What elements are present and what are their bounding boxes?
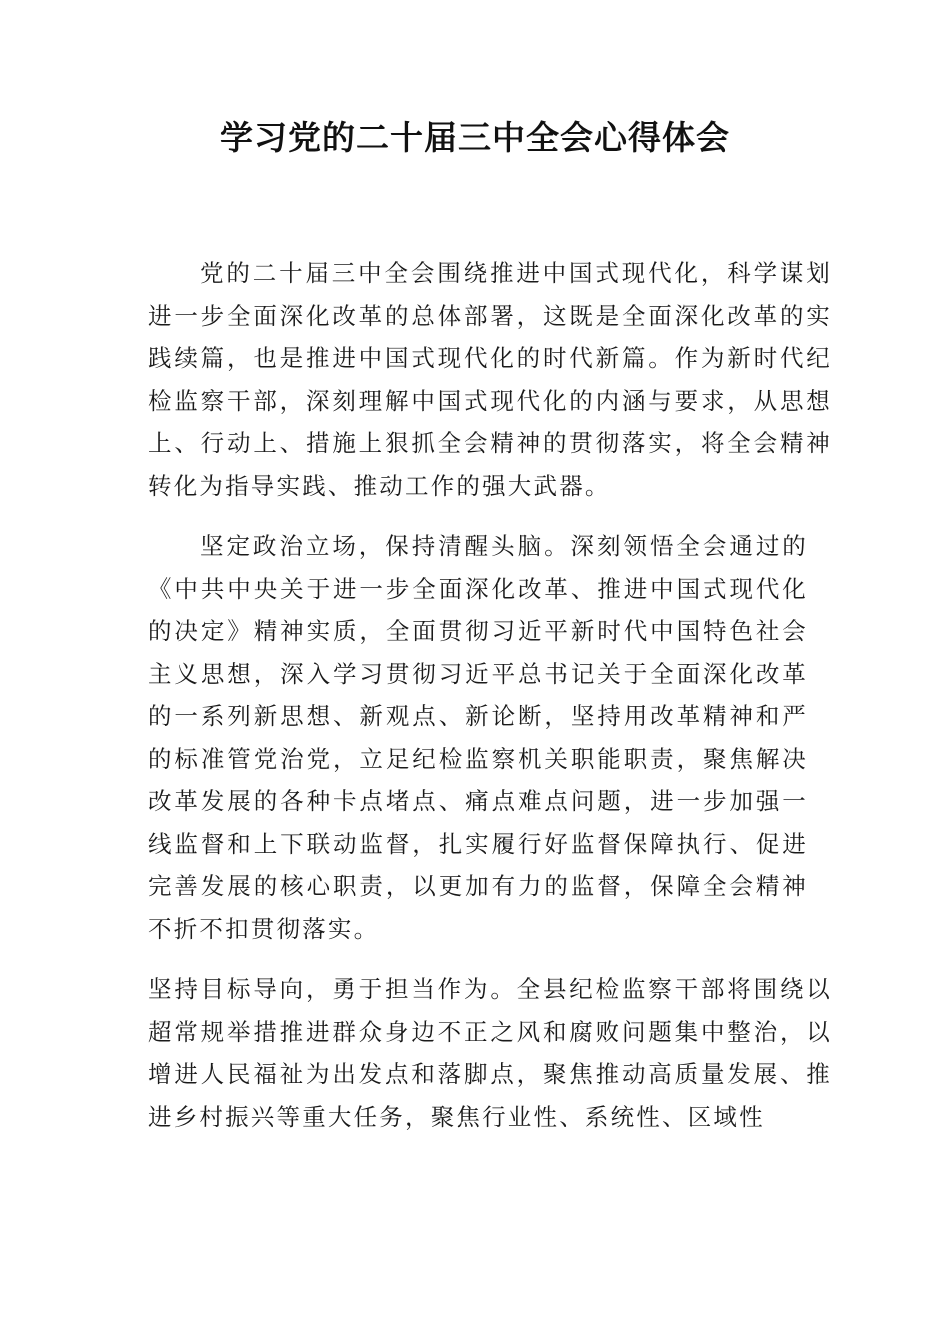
document-title: 学习党的二十届三中全会心得体会 [220, 118, 730, 157]
paragraph-intro: 党的二十届三中全会围绕推进中国式现代化，科学谋划进一步全面深化改革的总体部署，这既是全面深化改革的实践续篇，也是推进中国式现代化的时代新篇。作为新时代纪检监察干部，深刻理解中国式现代化的内涵与要求，从思想上、行动上、措施上狠抓全会精神的贯彻落实，将全会精神转化为指导实践、推动工作的强大武器。 [148, 259, 832, 500]
paragraph-political-stance: 坚定政治立场，保持清醒头脑。深刻领悟全会通过的《中共中央关于进一步全面深化改革、推进中国式现代化的决定》精神实质，全面贯彻习近平新时代中国特色社会主义思想，深入学习贯彻习近平总书记关于全面深化改革的一系列新思想、新观点、新论断，坚持用改革精神和严的标准管党治党，立足纪检监察机关职能职责，聚焦解决改革发展的各种卡点堵点、痛点难点问题，进一步加强一线监督和上下联动监督，扎实履行好监督保障执行、促进完善发展的核心职责，以更加有力的监督，保障全会精神不折不扣贯彻落实。 [148, 532, 808, 943]
paragraph-goal-orientation: 坚持目标导向，勇于担当作为。全县纪检监察干部将围绕以超常规举措推进群众身边不正之风和腐败问题集中整治，以增进人民福祉为出发点和落脚点，聚焦推动高质量发展、推进乡村振兴等重大任务，聚焦行业性、系统性、区域性 [148, 975, 832, 1131]
